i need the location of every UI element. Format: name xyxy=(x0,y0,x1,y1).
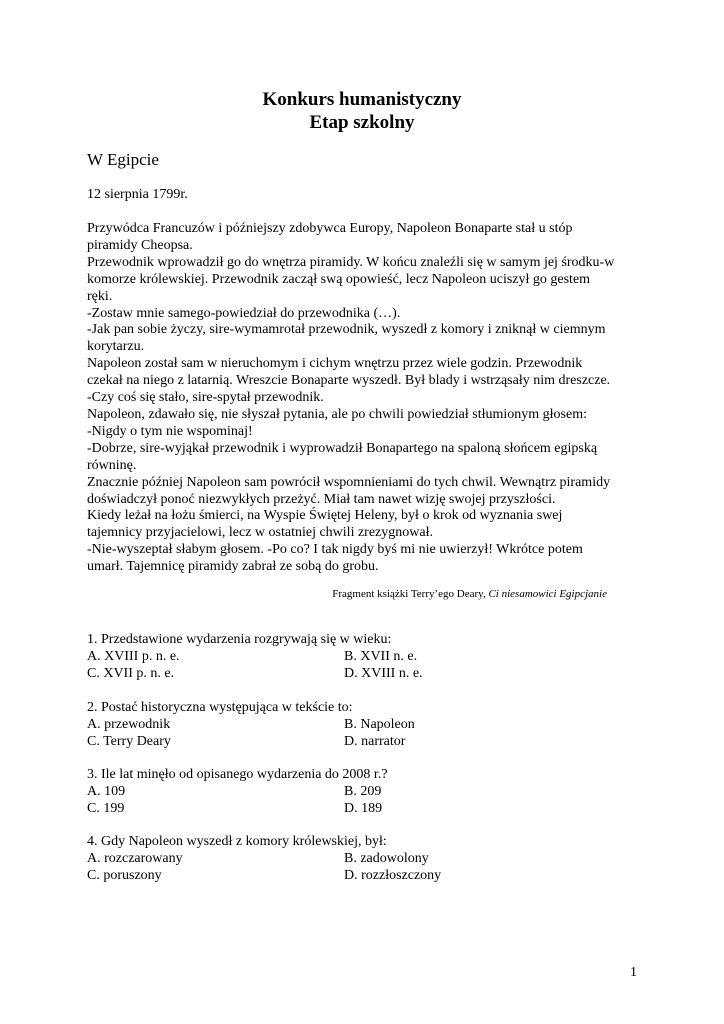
story-line: doświadczył ponoć niezwykłych przeżyć. Miał tam nawet wizję swojej przyszłości. xyxy=(87,491,556,507)
story-line: -Nigdy o tym nie wspominaj! xyxy=(87,423,253,439)
story-line: piramidy Cheopsa. xyxy=(87,237,193,253)
story-line: umarł. Tajemnicę piramidy zabrał ze sobą do grobu. xyxy=(87,559,379,575)
option-b: B. 209 xyxy=(344,784,382,799)
question-text: 3. Ile lat minęło od opisanego wydarzenia do 2008 r.? xyxy=(87,767,388,782)
story-line: korytarzu. xyxy=(87,339,145,355)
option-c: C. 199 xyxy=(87,801,125,816)
story-line: -Zostaw mnie samego-powiedział do przewodnika (…). xyxy=(87,305,401,321)
options-row xyxy=(87,800,647,817)
option-d: D. 189 xyxy=(344,801,383,816)
text-title: W Egipcie xyxy=(87,150,159,169)
options-row xyxy=(87,648,647,665)
option-b: B. Napoleon xyxy=(344,717,415,732)
option-c: C. Terry Deary xyxy=(87,734,171,749)
page-number: 1 xyxy=(630,965,637,980)
story-line: komorze królewskiej. Przewodnik zaczął swą opowieść, lecz Napoleon uciszył go gestem xyxy=(87,271,591,287)
option-c: C. XVII p. n. e. xyxy=(87,666,175,681)
text-date: 12 sierpnia 1799r. xyxy=(87,187,188,202)
question-1 xyxy=(87,631,647,682)
story-line: czekał na niego z latarnią. Wreszcie Bonaparte wyszedł. Był blady i wstrząsały nim dreszcze. xyxy=(87,373,611,389)
question-text: 4. Gdy Napoleon wyszedł z komory królewskiej, był: xyxy=(87,834,387,849)
option-d: D. XVIII n. e. xyxy=(344,666,423,681)
story-line: równinę. xyxy=(87,457,137,473)
story-line: Kiedy leżał na łożu śmierci, na Wyspie Świętej Heleny, był o krok od wyznania swej xyxy=(87,508,563,524)
options-row xyxy=(87,716,647,733)
options-row xyxy=(87,733,647,750)
story-line: -Jak pan sobie życzy, sire-wymamrotał przewodnik, wyszedł z komory i zniknął w ciemnym xyxy=(87,322,606,338)
question-text: 2. Postać historyczna występująca w tekście to: xyxy=(87,700,353,715)
option-a: A. rozczarowany xyxy=(87,851,183,866)
story-line: Napoleon, zdawało się, nie słyszał pytania, ale po chwili powiedział stłumionym głosem: xyxy=(87,406,587,422)
source-citation xyxy=(332,588,607,600)
story-line: -Nie-wyszeptał słabym głosem. -Po co? I tak nigdy byś mi nie uwierzył! Wkrótce potem xyxy=(87,542,583,558)
story-line: Znacznie później Napoleon sam powrócił wspomnieniami do tych chwil. Wewnątrz piramidy xyxy=(87,474,611,490)
options-row xyxy=(87,867,647,884)
story-line: -Dobrze, sire-wyjąkał przewodnik i wyprowadził Bonapartego na spaloną słońcem egipską xyxy=(87,440,598,456)
page-title: Konkurs humanistyczny xyxy=(262,89,462,110)
source-prefix: Fragment książki Terry’ego Deary, xyxy=(332,588,489,600)
question-4 xyxy=(87,833,647,884)
options-row xyxy=(87,783,647,800)
story-line: -Czy coś się stało, sire-spytał przewodnik. xyxy=(87,390,324,406)
question-text: 1. Przedstawione wydarzenia rozgrywają się w wieku: xyxy=(87,632,392,647)
options-row xyxy=(87,665,647,682)
story-line: Przywódca Francuzów i późniejszy zdobywca Europy, Napoleon Bonaparte stał u stóp xyxy=(87,221,573,236)
option-d: D. narrator xyxy=(344,734,406,749)
page-subtitle: Etap szkolny xyxy=(309,112,415,133)
story-text xyxy=(87,221,647,576)
option-c: C. poruszony xyxy=(87,868,162,883)
story-line: Przewodnik wprowadził go do wnętrza piramidy. W końcu znaleźli się w samym jej środku-w xyxy=(87,254,615,270)
story-line: Napoleon został sam w nieruchomym i cichym wnętrzu przez wiele godzin. Przewodnik xyxy=(87,356,583,372)
option-b: B. zadowolony xyxy=(344,851,429,866)
source-book-title: Ci niesamowici Egipcjanie xyxy=(488,588,607,600)
story-line: tajemnicy przyjacielowi, lecz w ostatniej chwili zrezygnował. xyxy=(87,525,433,541)
option-a: A. 109 xyxy=(87,784,126,799)
story-line: ręki. xyxy=(87,288,113,304)
question-2 xyxy=(87,699,647,750)
question-3 xyxy=(87,766,647,817)
option-a: A. przewodnik xyxy=(87,717,171,732)
option-d: D. rozzłoszczony xyxy=(344,868,442,883)
options-row xyxy=(87,850,647,867)
option-a: A. XVIII p. n. e. xyxy=(87,649,180,664)
option-b: B. XVII n. e. xyxy=(344,649,418,664)
